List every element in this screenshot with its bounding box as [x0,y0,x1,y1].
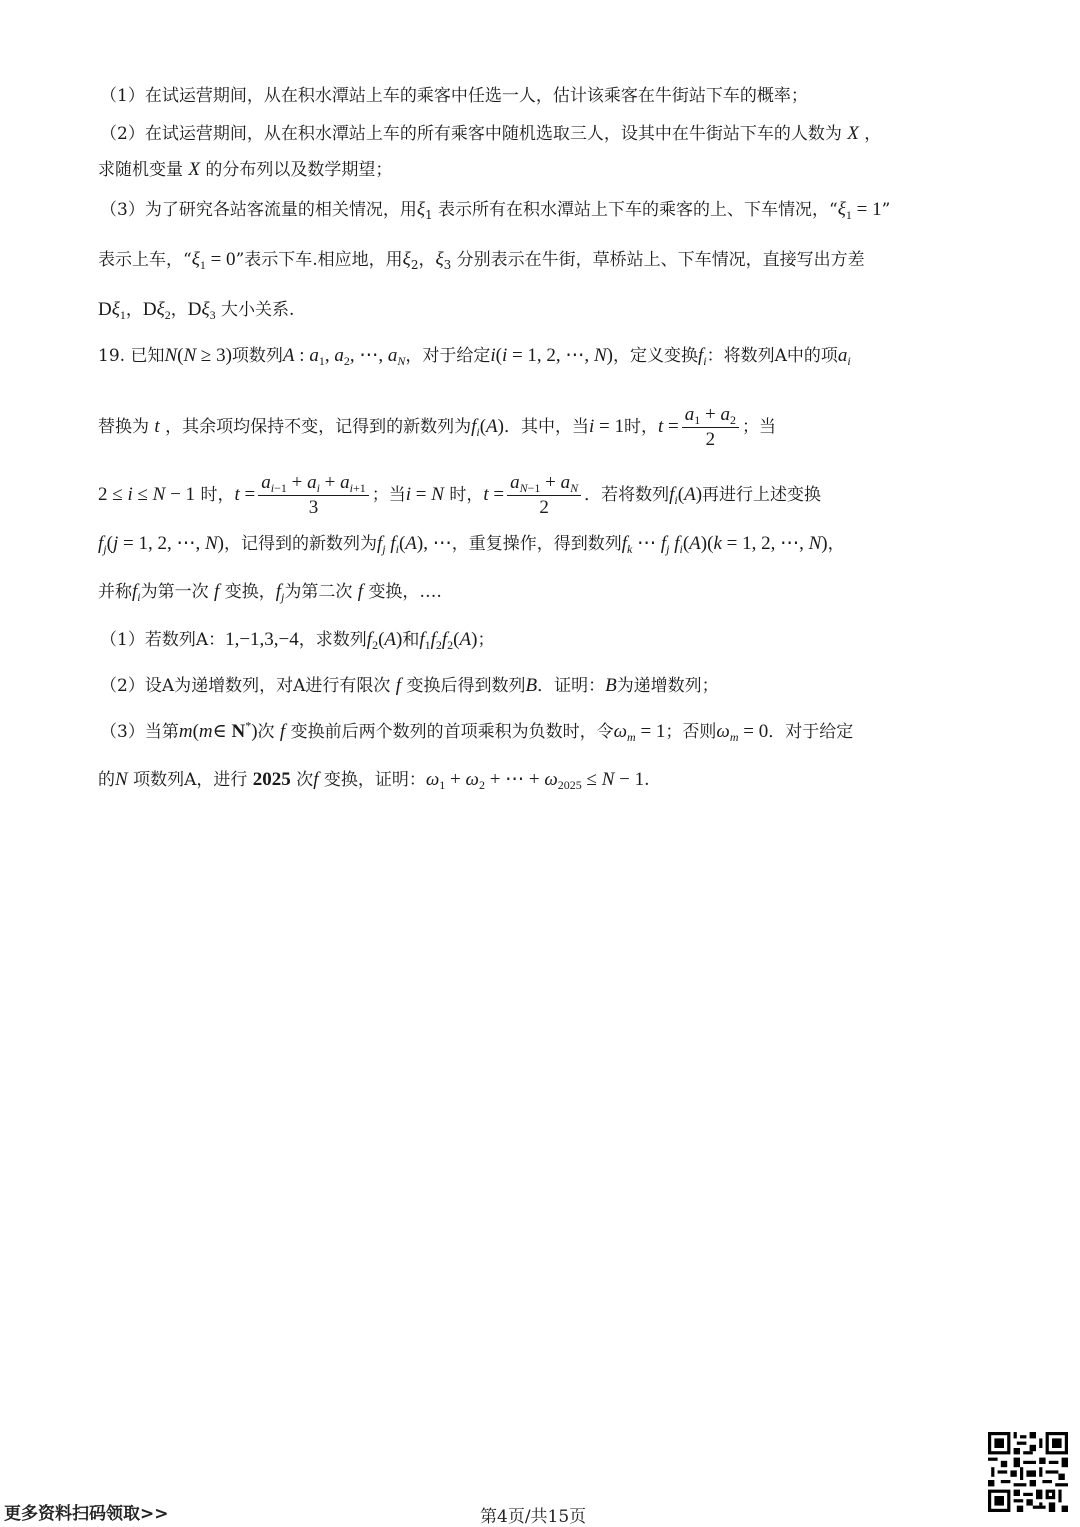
q19-intro: 19. 已知N(N ≥ 3)项数列A : $a_1$, $a_2$, ⋯, $a_N$，对于给定i(i = 1, 2, ⋯, N)，定义变换$f_i$：将数列A中的项$a_i$ [98,345,851,368]
q19-part3-line2: 的N 项数列A，进行 2025 次f 变换，证明：$\omega_1 + \omega_2$ + ⋯ + $\omega_{2025} \le N - 1$. [98,769,650,792]
q19-part2: （2）设A为递增数列，对A进行有限次 f 变换后得到数列B．证明：B为递增数列； [100,675,719,696]
q18-part2-line2: 求随机变量 X 的分布列以及数学期望； [98,159,393,180]
q19-line2: 替换为 t ，其余项均保持不变，记得到的新数列为$f_i(A)$．其中，当i = 1时，t = $\frac{a_1 + a_2}{2}$ ；当 [98,404,776,450]
page-number: 第4页/共15页 [480,1507,587,1527]
q18-part3-line3: $D\xi_1$，$D\xi_2$，$D\xi_3$ 大小关系. [98,299,295,322]
q19-line4: $f_j(j = 1$, 2, ⋯, N)，记得到的新数列为$f_j$ $f_i(A)$, ⋯，重复操作，得到数列$f_k$ ⋯ $f_j$ $f_i(A)(k = 1$, 2, ⋯, N)， [98,533,845,556]
q19-part1: （1）若数列A：1,−1,3,−4，求数列$f_2(A)$和$f_1f_2f_2(A)$； [100,629,495,652]
q18-part1: （1）在试运营期间，从在积水潭站上车的乘客中任选一人，估计该乘客在牛街站下车的概率； [100,86,808,106]
qr-code-icon [988,1432,1068,1512]
q19-line5: 并称$f_i$为第一次 f 变换，$f_j$为第二次 f 变换，…. [98,581,442,604]
q19-part3-line1: （3）当第m(m∈ N*)次 f 变换前后两个数列的首项乘积为负数时，令$\omega_m = 1$；否则$\omega_m = 0$．对于给定 [100,718,854,744]
fraction-t1: $\frac{a_1 + a_2}{2}$ [682,404,739,451]
footer-scan-link[interactable]: 更多资料扫码领取>> [4,1504,169,1524]
q19-line3: 2 ≤ i ≤ N − 1 时，t = $\frac{a_{i-1} + a_i + a_{i+1}}{3}$ ；当i = N 时，t = $\frac{a_{N-1} + a_N}{2}$ ．若将数列$f_i(A)$再进行上述变换 [98,472,822,518]
fraction-t3: $\frac{a_{N-1} + a_N}{2}$ [507,472,581,519]
q18-part3-line2: 表示上车，“$\xi_1 = 0$”表示下车.相应地，用$\xi_2$，$\xi_3$ 分别表示在牛街，草桥站上、下车情况，直接写出方差 [98,249,865,272]
fraction-t2: $\frac{a_{i-1} + a_i + a_{i+1}}{3}$ [258,472,369,519]
q18-part3-line1: （3）为了研究各站客流量的相关情况，用$\xi_1$ 表示所有在积水潭站上下车的乘客的上、下车情况，“$\xi_1 = 1$” [100,199,891,222]
q18-part2-line1: （2）在试运营期间，从在积水潭站上车的所有乘客中随机选取三人，设其中在牛街站下车的人数为 X ， [100,123,882,144]
